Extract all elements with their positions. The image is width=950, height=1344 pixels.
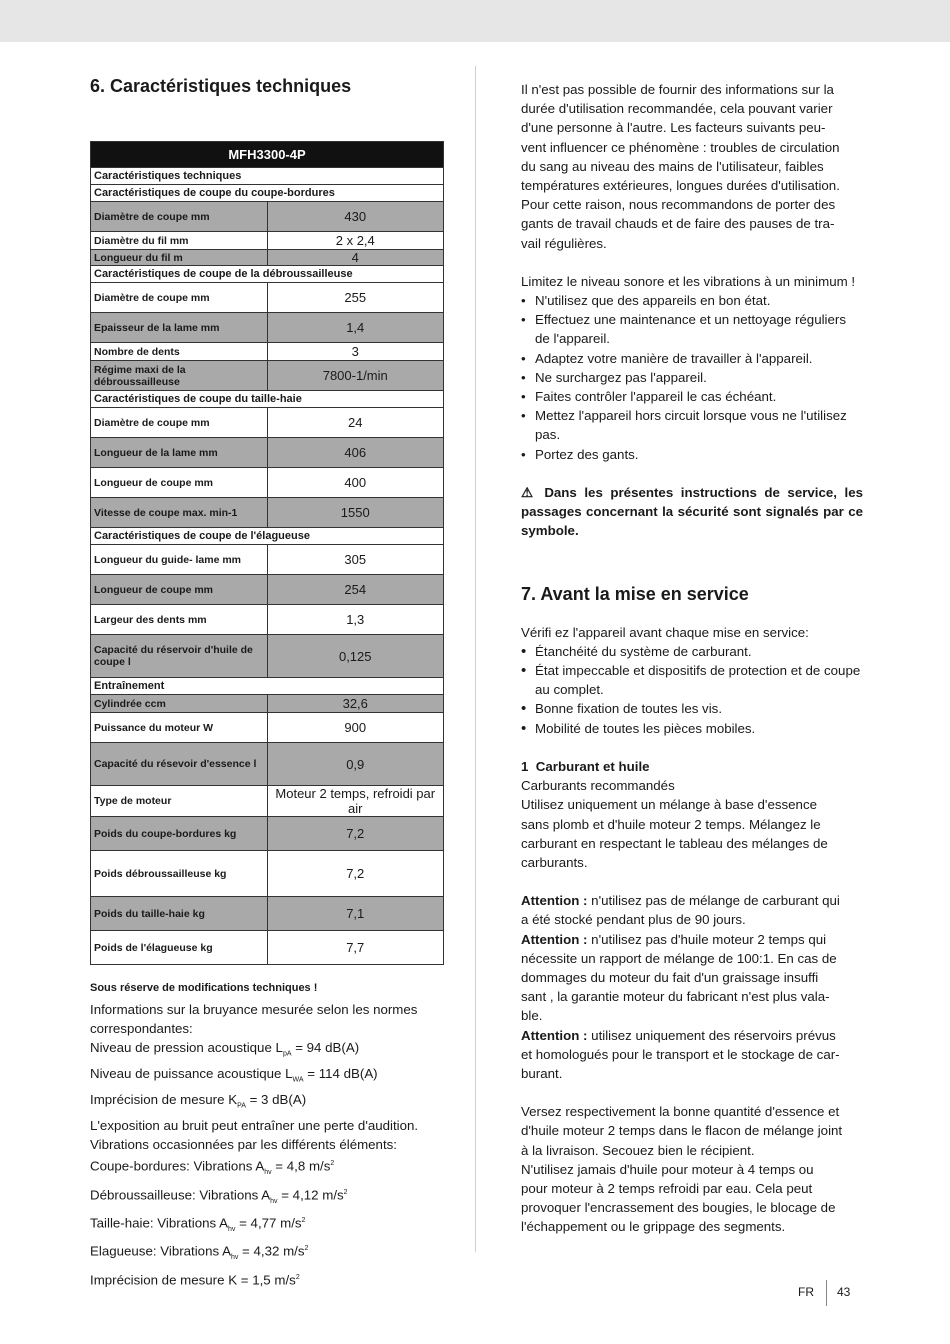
list-item: • Étanchéité du système de carburant. <box>521 642 863 661</box>
spec-label: Diamètre de coupe mm <box>91 202 268 232</box>
spec-value: 254 <box>267 575 444 605</box>
vibration-intro: Vibrations occasionnées par les différents éléments: <box>90 1137 397 1153</box>
page-number: 43 <box>837 1285 851 1299</box>
vibration-trimmer: Coupe-bordures: Vibrations $A_{hv} = 4,8$ $m/s^2$ <box>90 1158 335 1177</box>
vibration-uncertainty: Imprécision de mesure K = 1,5 $m/s^2$ <box>90 1271 300 1287</box>
spec-value: 0,125 <box>267 635 444 678</box>
spec-label: Nombre de dents <box>91 343 268 361</box>
table-row <box>91 713 444 743</box>
spec-label: Epaisseur de la lame mm <box>91 313 268 343</box>
section-title-7: 7. Avant la mise en service <box>521 584 749 605</box>
spec-label: Diamètre de coupe mm <box>91 408 268 438</box>
spec-label: Largeur des dents mm <box>91 605 268 635</box>
model-header: MFH3300-4P <box>91 142 444 168</box>
table-row <box>91 635 444 678</box>
usage-duration-paragraph: Il n'est pas possible de fournir des informations sur la durée d'utilisation recommandée, cela pouvant varier d'une personne à l'autre. Les facteurs suivants peu- vent influencer ce phénomène : troubles de circulation du sang au niveau des mains de l'utilisateur, faibles températures extérieures, longues durées d'utilisation. Pour cette raison, nous recommandons de porter des gants de travail chauds et de faire des pauses de tra- vail régulières. <box>521 82 840 251</box>
table-row <box>91 786 444 817</box>
table-row <box>91 313 444 343</box>
spec-value: 1550 <box>267 498 444 528</box>
table-row <box>91 545 444 575</box>
table-section-header: Caractéristiques de coupe du taille-haie <box>91 391 444 408</box>
spec-value: 7,1 <box>267 897 444 931</box>
table-section-header: Caractéristiques de coupe de la débroussailleuse <box>91 266 444 283</box>
spec-label: Longueur de coupe mm <box>91 468 268 498</box>
tips-list <box>521 291 863 464</box>
table-row <box>91 408 444 438</box>
spec-label: Poids du coupe-bordures kg <box>91 817 268 851</box>
list-item: • Bonne fixation de toutes les vis. <box>521 699 863 718</box>
sound-pressure: Niveau de pression acoustique $L_{pA} = 94$ dB(A) <box>90 1040 360 1059</box>
fuel-text: Utilisez uniquement un mélange à base d'essence sans plomb et d'huile moteur 2 temps. Mélangez le carburant en respectant le tableau des mélanges de carburants. <box>521 797 828 870</box>
mixing-instructions: Versez respectivement la bonne quantité d'essence et d'huile moteur 2 temps dans le flacon de mélange joint à la livraison. Secouez bien le récipient. N'utilisez jamais d'huile pour moteur à 4 temps ou pour moteur à 2 temps refroidi par eau. Cela peut provoquer l'encrassement des bougies, le blocage de l'échappement ou le grippage des segments. <box>521 1104 843 1235</box>
spec-label: Cylindrée ccm <box>91 695 268 713</box>
list-item: • Faites contrôler l'appareil le cas échéant. <box>521 387 863 406</box>
check-intro: Vérifi ez l'appareil avant chaque mise en service: <box>521 624 809 640</box>
spec-value: 7,7 <box>267 931 444 965</box>
spec-label: Longueur de coupe mm <box>91 575 268 605</box>
list-item: • Mobilité de toutes les pièces mobiles. <box>521 719 863 738</box>
spec-label: Diamètre du fil mm <box>91 232 268 250</box>
table-row <box>91 817 444 851</box>
table-row <box>91 851 444 897</box>
noise-info <box>90 1000 446 1289</box>
spec-value: 7,2 <box>267 851 444 897</box>
spec-label: Longueur du fil m <box>91 250 268 266</box>
spec-label: Longueur du guide- lame mm <box>91 545 268 575</box>
left-column <box>90 76 446 1287</box>
spec-label: Régime maxi de la débroussailleuse <box>91 361 268 391</box>
safety-warning: ⚠ Dans les présentes instructions de service, les passages concernant la sécurité sont signalés par ce symbole. <box>521 484 863 539</box>
spec-value: 24 <box>267 408 444 438</box>
spec-value: 406 <box>267 438 444 468</box>
attention-3: Attention : utilisez uniquement des réservoirs prévus et homologués pour le transport et le stockage de car- burant. <box>521 1027 840 1081</box>
spec-value: 3 <box>267 343 444 361</box>
table-row <box>91 743 444 786</box>
sound-power: Niveau de puissance acoustique $L_{WA} = 114$ dB(A) <box>90 1066 378 1084</box>
table-row <box>91 438 444 468</box>
measure-uncertainty: Imprécision de mesure $K_{PA} = 3$ dB(A) <box>90 1092 307 1110</box>
table-row <box>91 283 444 313</box>
vibration-hedge: Taille-haie: Vibrations $A_{hv} = 4,77$ $m/s^2$ <box>90 1215 306 1234</box>
spec-value: 32,6 <box>267 695 444 713</box>
modification-note: Sous réserve de modifications techniques ! <box>90 982 318 994</box>
list-item: • Effectuez une maintenance et un nettoyage réguliers de l'appareil. <box>521 310 863 348</box>
section-title-6: 6. Caractéristiques techniques <box>90 76 352 96</box>
list-item: • Mettez l'appareil hors circuit lorsque vous ne l'utilisez pas. <box>521 406 863 444</box>
footer-separator <box>826 1280 827 1306</box>
spec-value: 7,2 <box>267 817 444 851</box>
table-row <box>91 232 444 250</box>
warning-triangle-icon: ⚠ <box>521 484 537 500</box>
spec-label: Capacité du résevoir d'essence l <box>91 743 268 786</box>
spec-value: 0,9 <box>267 743 444 786</box>
table-section-header: Caractéristiques techniques <box>91 168 444 185</box>
table-row <box>91 498 444 528</box>
table-row <box>91 343 444 361</box>
noise-intro-cont: correspondantes: <box>90 1021 193 1037</box>
vibration-brushcutter: Débroussailleuse: Vibrations $A_{hv} = 4,12$ $m/s^2$ <box>90 1187 348 1205</box>
spec-label: Type de moteur <box>91 786 268 817</box>
spec-value: 2 x 2,4 <box>267 232 444 250</box>
vibration-pruner: Elagueuse: Vibrations $A_{hv} = 4,32$ $m/s^2$ <box>90 1243 309 1262</box>
spec-value: 1,3 <box>267 605 444 635</box>
spec-value: 430 <box>267 202 444 232</box>
list-item: • Portez des gants. <box>521 445 863 464</box>
spec-label: Poids du taille-haie kg <box>91 897 268 931</box>
spec-value: 900 <box>267 713 444 743</box>
list-item: • État impeccable et dispositifs de protection et de coupe au complet. <box>521 661 863 699</box>
table-row <box>91 931 444 965</box>
table-row <box>91 575 444 605</box>
table-row <box>91 250 444 266</box>
hearing-warning: L'exposition au bruit peut entraîner une perte d'audition. <box>90 1117 419 1133</box>
column-divider <box>475 66 476 1252</box>
spec-table <box>90 141 444 965</box>
spec-label: Poids débroussailleuse kg <box>91 851 268 897</box>
spec-value: 4 <box>267 250 444 266</box>
spec-label: Puissance du moteur W <box>91 713 268 743</box>
spec-value: 7800-1/min <box>267 361 444 391</box>
table-row <box>91 897 444 931</box>
table-section-header: Caractéristiques de coupe du coupe-bordures <box>91 185 444 202</box>
spec-label: Diamètre de coupe mm <box>91 283 268 313</box>
list-item: • Adaptez votre manière de travailler à l'appareil. <box>521 349 863 368</box>
table-row <box>91 468 444 498</box>
attention-2: Attention : n'utilisez pas d'huile moteur 2 temps qui nécessite un rapport de mélange de 100:1. En cas de dommages du moteur du fait d'un graissage insuffi sant , la garantie moteur du fabricant n'est plus vala- ble. <box>521 931 837 1024</box>
spec-value: 1,4 <box>267 313 444 343</box>
right-column <box>521 80 863 1237</box>
spec-label: Vitesse de coupe max. min-1 <box>91 498 268 528</box>
spec-value: Moteur 2 temps, refroidi par air <box>267 786 444 817</box>
fuel-recommended: Carburants recommandés <box>521 778 675 794</box>
list-item: • Ne surchargez pas l'appareil. <box>521 368 863 387</box>
spec-label: Capacité du réservoir d'huile de coupe l <box>91 635 268 678</box>
spec-label: Longueur de la lame mm <box>91 438 268 468</box>
header-band <box>0 0 950 42</box>
spec-value: 255 <box>267 283 444 313</box>
table-row <box>91 605 444 635</box>
table-row <box>91 202 444 232</box>
table-row <box>91 695 444 713</box>
table-section-header: Caractéristiques de coupe de l'élagueuse <box>91 528 444 545</box>
attention-1: Attention : n'utilisez pas de mélange de carburant qui a été stocké pendant plus de 90 jours. <box>521 893 840 928</box>
spec-label: Poids de l'élagueuse kg <box>91 931 268 965</box>
footer-language: FR <box>798 1285 814 1299</box>
limit-noise-text: Limitez le niveau sonore et les vibrations à un minimum ! <box>521 273 856 289</box>
spec-value: 400 <box>267 468 444 498</box>
table-section-header: Entraînement <box>91 678 444 695</box>
noise-intro: Informations sur la bruyance mesurée selon les normes <box>90 1002 418 1017</box>
subsection-fuel: 1 Carburant et huile <box>521 758 650 774</box>
table-row <box>91 361 444 391</box>
checks-list <box>521 642 863 738</box>
list-item: • N'utilisez que des appareils en bon état. <box>521 291 863 310</box>
spec-value: 305 <box>267 545 444 575</box>
